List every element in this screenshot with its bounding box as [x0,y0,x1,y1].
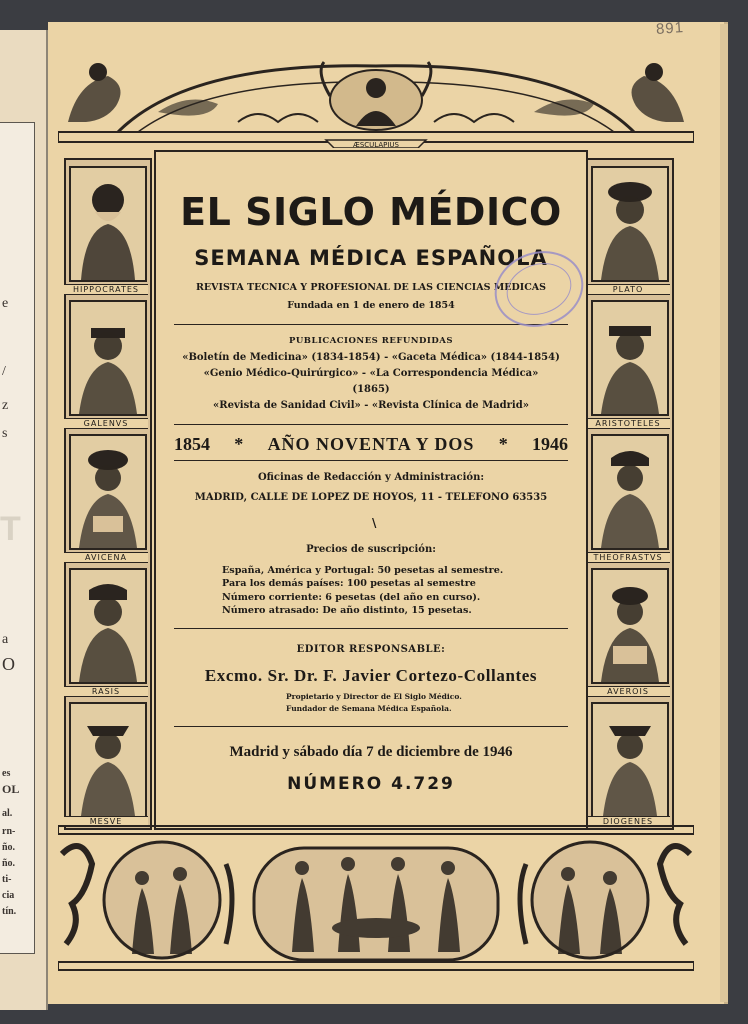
portrait-column-left [64,158,152,830]
price-line: Número corriente: 6 pesetas (del año en curso). [222,591,481,603]
portrait-label: RASIS [64,686,148,697]
masthead-panel [154,150,588,830]
journal-tagline: REVISTA TECNICA Y PROFESIONAL DE LAS CIENCIAS MEDICAS [196,282,546,293]
divider [174,628,568,629]
portrait-hippocrates [69,166,147,282]
portrait-label: ARISTOTELES [586,418,670,429]
editor-role: Fundador de Semana Médica Española. [286,704,452,713]
divider [174,324,568,325]
divider [174,726,568,727]
publication-line: «Revista de Sanidad Civil» - «Revista Clínica de Madrid» [213,400,529,411]
portrait-galenus [69,300,147,416]
left-page-fragment: ño. [2,858,16,869]
left-page-fragment: e [2,296,9,311]
left-page-fragment: / [2,364,6,379]
divider [174,460,568,461]
divider [174,424,568,425]
portrait-label: THEOFRASTVS [586,552,670,563]
portrait-avicena [69,434,147,550]
price-line: Número atrasado: De año distinto, 15 pesetas. [222,605,472,617]
portrait-label: AVICENA [64,552,148,563]
portrait-label: MESVE [64,816,148,827]
left-page-fragment: cia [2,890,15,901]
prices-heading: Precios de suscripción: [306,544,436,555]
portrait-label: DIOGENES [586,816,670,827]
publication-line: «Boletín de Medicina» (1834-1854) - «Gaceta Médica» (1844-1854) [182,352,560,363]
left-page-fragment: ño. [2,842,16,853]
editor-heading: EDITOR RESPONSABLE: [296,644,446,655]
left-page-fragment: al. [2,808,13,819]
portrait-label: AVEROIS [586,686,670,697]
year-separator: * [498,433,508,454]
shelfmark: 891 [655,19,685,38]
year-start: 1854 [174,433,210,454]
left-page-fragment: a [2,632,9,647]
journal-title: EL SIGLO MÉDICO [180,190,562,234]
left-page-fragment: s [2,426,8,441]
left-page-fragment: tín. [2,906,17,917]
prices-list [222,564,503,618]
left-page-fragment: T [0,510,21,548]
publications-heading: PUBLICACIONES REFUNDIDAS [288,336,453,346]
portrait-label: GALENVS [64,418,148,429]
editor-role: Propietario y Director de El Siglo Médico. [286,692,462,701]
portrait-aristoteles [591,300,669,416]
founding-date: Fundada en 1 de enero de 1854 [287,300,455,311]
top-ornament-illustration [58,52,694,148]
price-line: Para los demás países: 100 pesetas al semestre [222,578,476,590]
left-page-fragment: ti- [2,874,12,885]
publication-line: «Genio Médico-Quirúrgico» - «La Correspondencia Médica» [203,368,539,379]
page-edge [720,24,728,1002]
stray-mark: \ [372,516,377,530]
portrait-label: HIPPOCRATES [64,284,148,295]
left-page-fragment: es [2,768,11,779]
publication-line: (1865) [352,384,390,395]
portrait-label: PLATO [586,284,670,295]
portrait-column-right [586,158,674,830]
portrait-mesve [69,702,147,818]
portrait-diogenes [591,702,669,818]
offices-heading: Oficinas de Redacción y Administración: [257,472,485,483]
price-line: España, América y Portugal: 50 pesetas al semestre. [222,565,504,576]
portrait-rasis [69,568,147,684]
portrait-plato [591,166,669,282]
journal-subtitle: SEMANA MÉDICA ESPAÑOLA [194,246,548,270]
year-separator: * [234,433,244,454]
bottom-ornament-illustration [58,824,694,974]
issue-number: NÚMERO 4.729 [287,774,455,794]
issue-date: Madrid y sábado día 7 de diciembre de 1946 [229,744,513,760]
editor-name: Excmo. Sr. Dr. F. Javier Cortezo-Collantes [204,666,538,685]
year-end: 1946 [531,433,568,454]
portrait-theofrastus [591,434,669,550]
left-page-fragment: OL [2,782,20,796]
left-page-fragment: O [2,654,15,674]
left-page-fragment: z [2,398,9,413]
volume-year: AÑO NOVENTA Y DOS [267,433,475,454]
left-page-fragment: rn- [2,826,16,837]
portrait-averois [591,568,669,684]
top-cartouche-label: ÆSCULAPIUS [353,141,399,148]
offices-address: MADRID, CALLE DE LOPEZ DE HOYOS, 11 - TELEFONO 63535 [194,492,548,503]
year-row [174,430,568,458]
